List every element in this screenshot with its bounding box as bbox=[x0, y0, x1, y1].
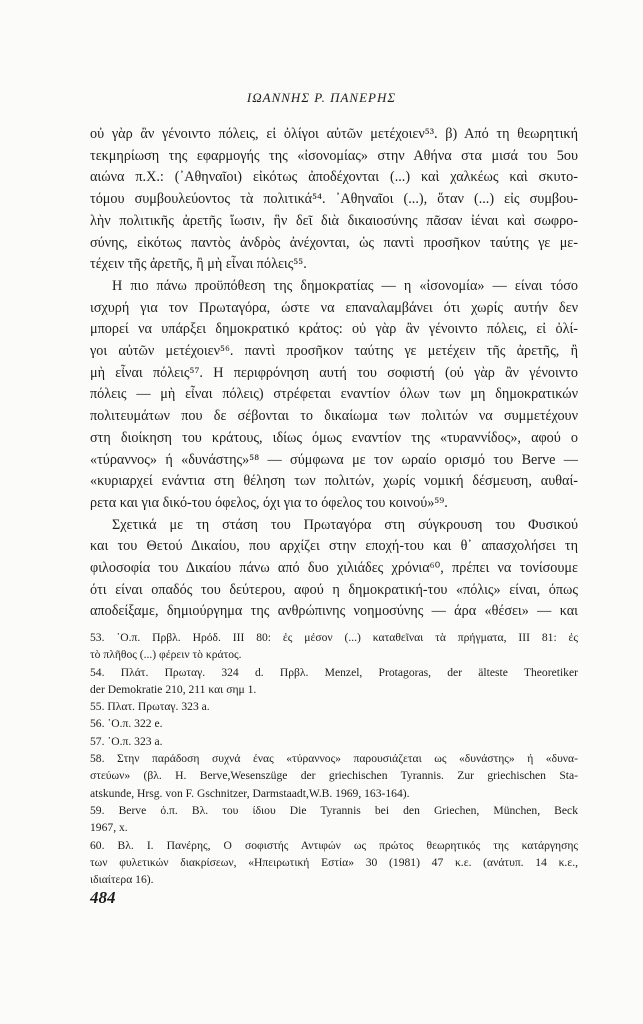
body-line: πόλεις — μὴ εἶναι πόλεις) στρέφεται εναντίον όλων των μη δημοκρατικών bbox=[90, 386, 578, 403]
body-line: πολιτευμάτων που δε σέβονται το δικαίωμα των πολιτών να συμμετέχουν bbox=[90, 408, 578, 425]
body-line: γοι αὐτῶν μετέχοιεν⁵⁶. παντὶ προσῆκον ταύτης γε μετέχειν τῆς ἀρετῆς, ἢ bbox=[90, 343, 578, 360]
body-line: ισχυρή για τον Πρωταγόρα, ώστε να επαναλαμβάνει ότι χωρίς αυτήν δεν bbox=[90, 299, 578, 316]
body-line: Η πιο πάνω προϋπόθεση της δημοκρατίας — η «ἰσονομία» — είναι τόσο bbox=[112, 277, 578, 294]
footnote-line: στεύων» (βλ. H. Berve,Wesenszüge der griechischen Tyrannis. Zur griechischen Sta- bbox=[90, 769, 578, 783]
footnote-line: 55. Πλατ. Πρωταγ. 323 a. bbox=[90, 700, 210, 714]
footnote-line: atskunde, Hrsg. von F. Gschnitzer, Darmstaadt,W.B. 1969, 163-164). bbox=[90, 786, 410, 800]
footnote-line: der Demokratie 210, 211 και σημ 1. bbox=[90, 682, 257, 696]
footnote-line: 54. Πλάτ. Πρωταγ. 324 d. Πρβλ. Menzel, Protagoras, der älteste Theoretiker bbox=[90, 665, 578, 679]
body-line: οὐ γὰρ ἂν γένοιντο πόλεις, εἰ ὀλίγοι αὐτῶν μετέχοιεν⁵³. β) Από τη θεωρητική bbox=[90, 126, 578, 142]
body-line: μπορεί να υπάρξει δημοκρατικό κράτος: οὐ γὰρ ἂν γένοιντο πόλεις, εἰ ὀλί- bbox=[90, 321, 578, 338]
footnote-line: 56. ᾽Ο.π. 322 e. bbox=[90, 717, 163, 731]
body-line: φιλοσοφία του Δικαίου πάνω από δυο χιλιάδες χρόνια⁶⁰, πρέπει να τονίσουμε bbox=[90, 560, 578, 577]
body-line: ρετα και για δικό-του όφελος, όχι για το όφελος του κοινού»⁵⁹. bbox=[90, 494, 448, 511]
body-line: και του Θετού Δικαίου, που αρχίζει στην εποχή-του και θ᾽ απασχολήσει τη bbox=[90, 538, 578, 555]
footnotes bbox=[90, 629, 578, 888]
footnote-line: 58. Στην παράδοση συχνά ένας «τύραννος» παρουσιάζεται ως «δυνάστης» ή «δυνα- bbox=[90, 752, 578, 766]
body-line: σύνης, εἰκότως παντὸς ἀνδρὸς ἀνέχονται, ὡς παντὶ προσῆκον ταύτης γε με- bbox=[90, 234, 578, 251]
body-line: λὴν πολιτικῆς ἀρετῆς ἴωσιν, ἣν δεῖ διὰ δικαιοσύνης πᾶσαν ἰέναι καὶ σωφρο- bbox=[90, 212, 578, 229]
footnote-line: τὸ πλῆθος (...) φέρειν τὸ κράτος. bbox=[90, 648, 242, 662]
body-text bbox=[90, 124, 578, 623]
body-line: αποδείξαμε, δημιούργημα της ανθρώπινης νοημοσύνης — άρα «θέσει» — και bbox=[90, 603, 578, 620]
footnote-line: 53. ᾽Ο.π. Πρβλ. Ηρόδ. ΙΙΙ 80: ἐς μέσον (...) καταθεῖναι τὰ πρήγματα, ΙΙΙ 81: ἐς bbox=[90, 631, 578, 644]
page-number: 484 bbox=[90, 888, 116, 907]
body-line: «κυριαρχεί ενάντια στη θέληση των πολιτών, χωρίς νομική δέσμευση, αυθαί- bbox=[90, 473, 578, 490]
body-line: τόμου συμβουλεύοντος τὰ πολιτικά⁵⁴. ᾽Αθηναῖοι (...), ὅταν (...) εἰς συμβου- bbox=[90, 191, 578, 208]
footnote-line: 57. ᾽Ο.π. 323 a. bbox=[90, 734, 163, 748]
footnote-line: 60. Βλ. Ι. Πανέρης, Ο σοφιστής Αντιφών ως πρώτος θεωρητικός της κατάργησης bbox=[90, 838, 578, 852]
body-line: μὴ εἶναι πόλεις⁵⁷. Η περιφρόνηση αυτή του σοφιστή (οὐ γὰρ ἂν γένοιντο bbox=[90, 364, 578, 381]
footnote-line: 59. Berve ό.π. Βλ. του ίδιου Die Tyrannis bei den Griechen, München, Beck bbox=[90, 803, 578, 817]
body-line: τέχειν τῆς ἀρετῆς, ἢ μὴ εἶναι πόλεις⁵⁵. bbox=[90, 256, 307, 273]
body-line: ότι είναι οπαδός του δεύτερου, αφού η δημοκρατική-του «πόλις» είναι, όπως bbox=[90, 581, 578, 598]
body-line: στη διοίκηση του κράτους, ιδίως όμως εναντίον της «τυραννίδος», αφού ο bbox=[90, 429, 578, 446]
footnote-line: των φυλετικών διακρίσεων, «Ηπειρωτική Εστία» 30 (1981) 47 κ.ε. (ανάτυπ. 14 κ.ε., bbox=[90, 855, 578, 869]
body-line: τεκμηρίωση της εφαρμογής της «ἰσονομίας» στην Αθήνα στα μισά του 5ου bbox=[90, 147, 578, 164]
body-line: «τύραννος» ή «δυνάστης»⁵⁸ — σύμφωνα με τον ωραίο ορισμό του Berve — bbox=[90, 451, 578, 468]
body-line: Σχετικά με τη στάση του Πρωταγόρα στη σύγκρουση του Φυσικού bbox=[112, 516, 578, 533]
footnote-line: ιδιαίτερα 16). bbox=[90, 873, 154, 887]
body-line: αιώνα π.Χ.: (᾽Αθηναῖοι) εἰκότως ἀποδέχονται (...) καὶ χαλκέως καὶ σκυτο- bbox=[90, 169, 578, 186]
running-head: ΙΩΑΝΝΗΣ Ρ. ΠΑΝΕΡΗΣ bbox=[246, 90, 397, 105]
footnote-line: 1967, x. bbox=[90, 821, 128, 835]
